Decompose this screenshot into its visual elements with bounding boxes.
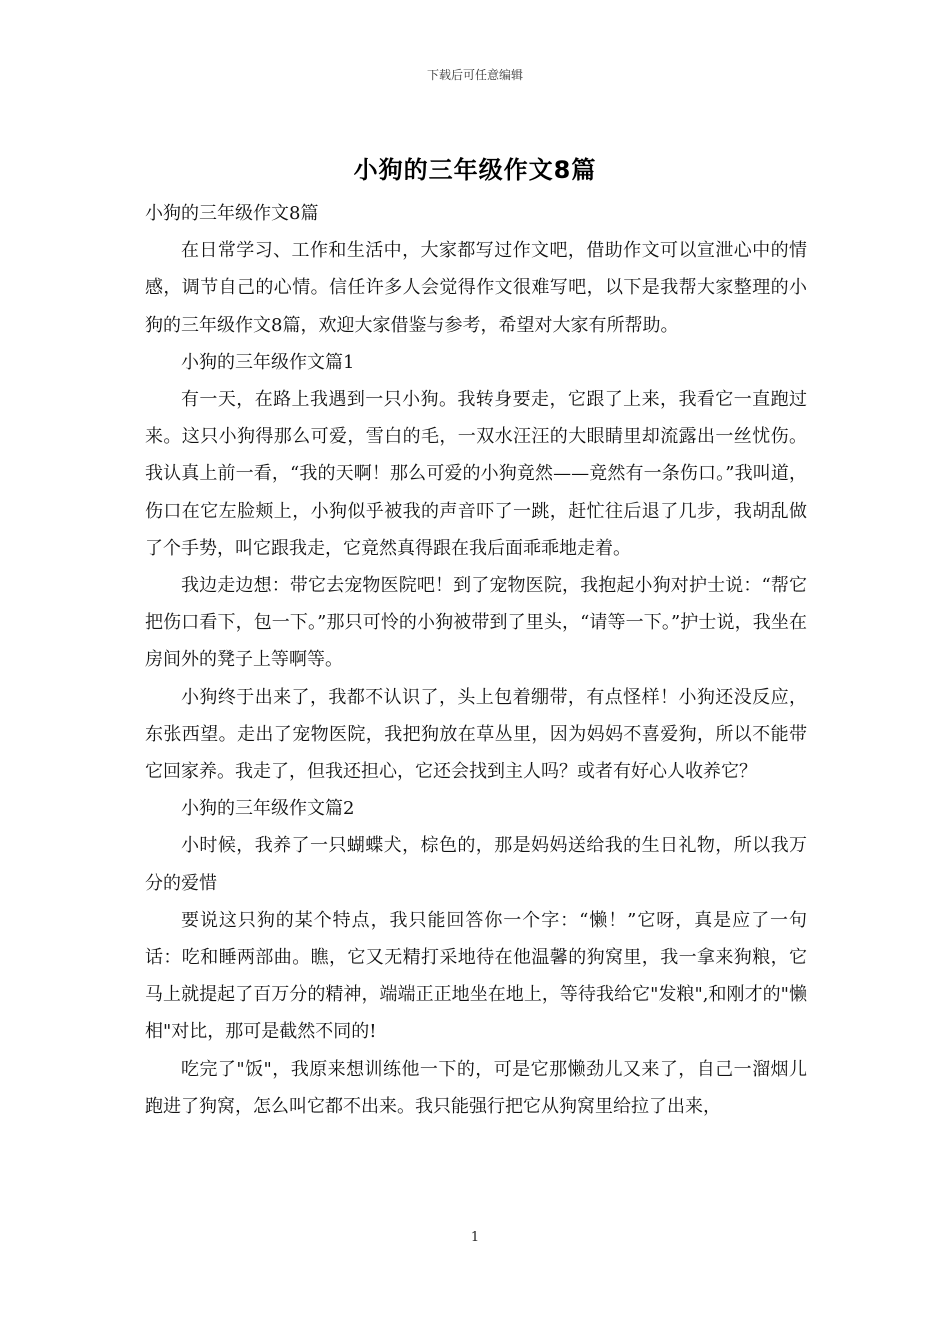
paragraph: 小狗终于出来了，我都不认识了，头上包着绷带，有点怪样！小狗还没反应，东张西望。走出了宠物医院，我把狗放在草丛里，因为妈妈不喜爱狗，所以不能带它回家养。我走了，但我还担心，它还会找到主人吗？或者有好心人收养它？ bbox=[145, 686, 807, 783]
intro-paragraph: 在日常学习、工作和生活中，大家都写过作文吧，借助作文可以宣泄心中的情感，调节自己的心情。信任许多人会觉得作文很难写吧，以下是我帮大家整理的小狗的三年级作文8篇，欢迎大家借鉴与参考，希望对大家有所帮助。 bbox=[145, 240, 807, 336]
paragraph: 吃完了"饭"，我原来想训练他一下的，可是它那懒劲儿又来了，自己一溜烟儿跑进了狗窝，怎么叫它都不出来。我只能强行把它从狗窝里给拉了出来， bbox=[145, 1058, 807, 1117]
paragraph: 有一天，在路上我遇到一只小狗。我转身要走，它跟了上来，我看它一直跑过来。这只小狗得那么可爱，雪白的毛，一双水汪汪的大眼睛里却流露出一丝忧伤。我认真上前一看，“我的天啊！那么可爱的小狗竟然——竟然有一条伤口。”我叫道，伤口在它左脸颊上，小狗似乎被我的声音吓了一跳，赶忙往后退了几步，我胡乱做了个手势，叫它跟我走，它竟然真得跟在我后面乖乖地走着。 bbox=[145, 389, 807, 559]
section-heading-1: 小狗的三年级作文篇1 bbox=[181, 351, 355, 373]
section-heading-2: 小狗的三年级作文篇2 bbox=[181, 798, 355, 820]
document-title: 小狗的三年级作文8篇 bbox=[353, 156, 597, 184]
page-number: 1 bbox=[470, 1230, 480, 1245]
subtitle-line: 小狗的三年级作文8篇 bbox=[145, 203, 319, 224]
header-note: 下载后可任意编辑 bbox=[426, 68, 523, 82]
paragraph: 小时候，我养了一只蝴蝶犬，棕色的，那是妈妈送给我的生日礼物，所以我万分的爱惜 bbox=[145, 835, 807, 894]
paragraph: 我边走边想：带它去宠物医院吧！到了宠物医院，我抱起小狗对护士说：“帮它把伤口看下，包一下。”那只可怜的小狗被带到了里头，“请等一下。”护士说，我坐在房间外的凳子上等啊等。 bbox=[145, 575, 807, 671]
paragraph: 要说这只狗的某个特点，我只能回答你一个字：“懒！”它呀，真是应了一句话：吃和睡两部曲。瞧，它又无精打采地待在他温馨的狗窝里，我一拿来狗粮，它马上就提起了百万分的精神，端端正正地坐在地上，等待我给它"发粮",和刚才的"懒相"对比，那可是截然不同的! bbox=[145, 909, 807, 1043]
document-body bbox=[145, 195, 807, 1125]
